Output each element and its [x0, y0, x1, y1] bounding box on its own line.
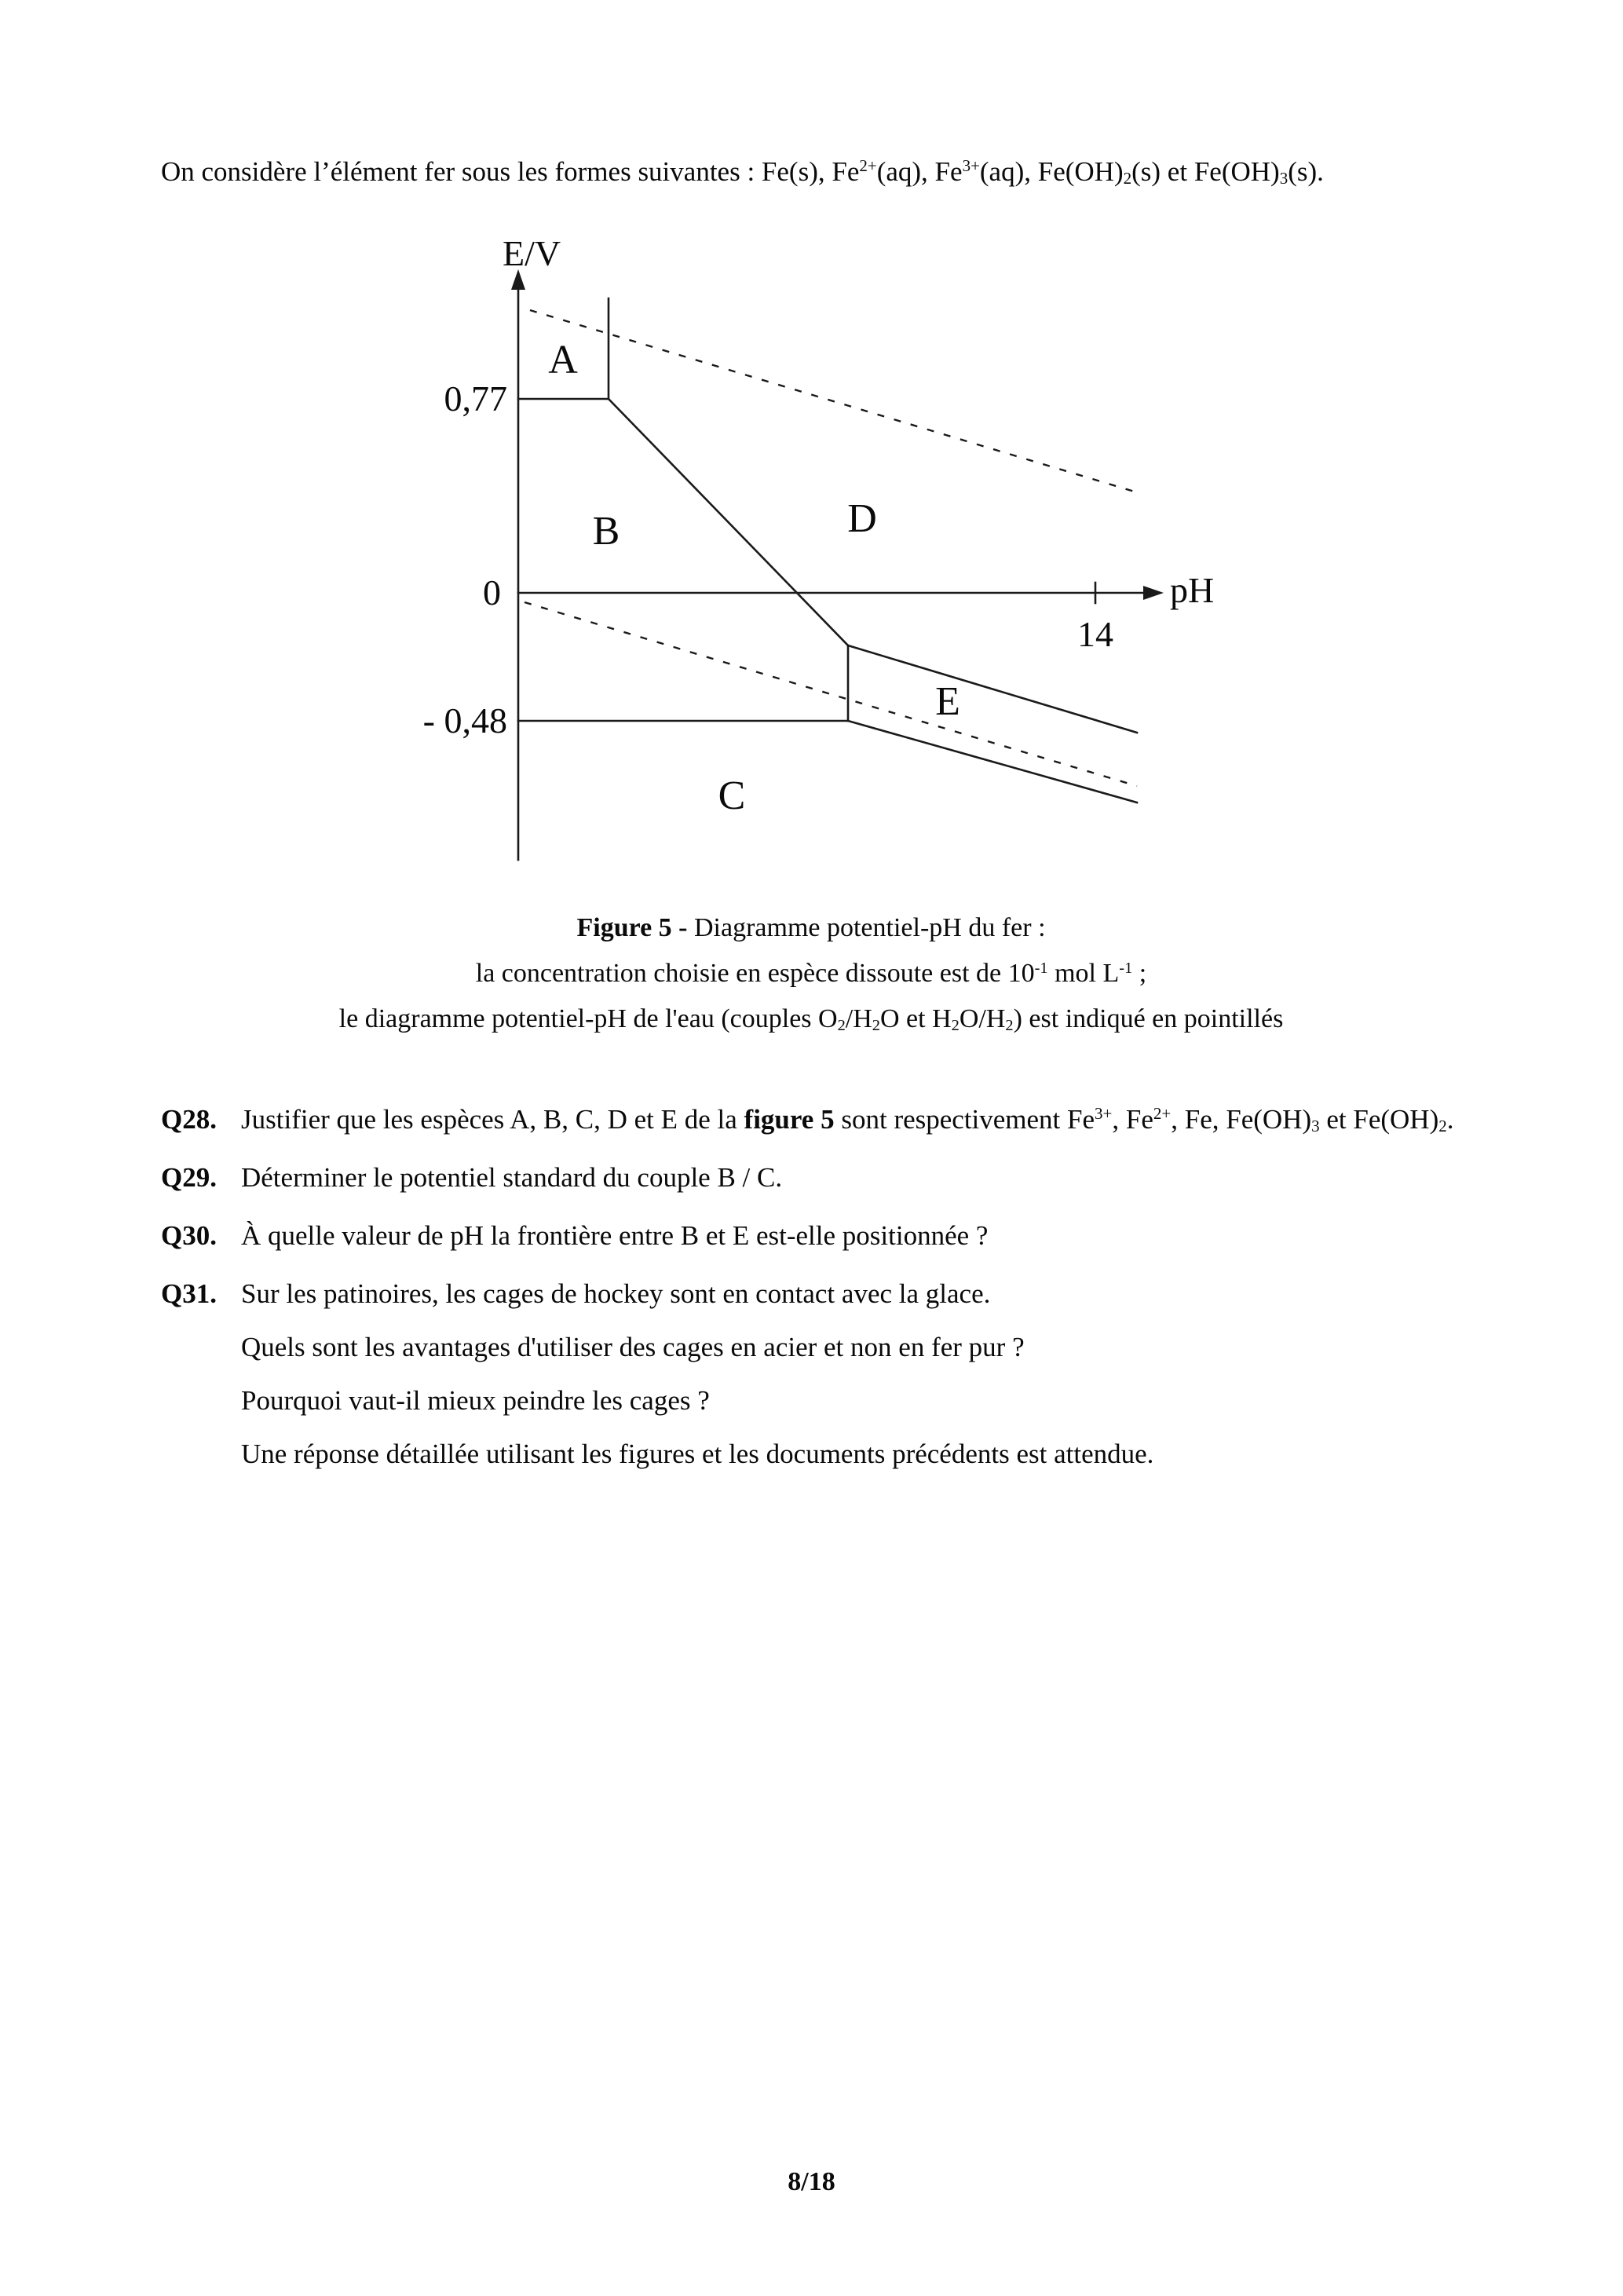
question-q31-subparagraph-3: Une réponse détaillée utilisant les figures et les documents précédents est attendue.: [241, 1439, 1154, 1469]
x-tick-14-label: 14: [1077, 614, 1113, 654]
figure-caption-line2: la concentration choisie en espèce dissoute est de $10^{-1}$ mol $L^{-1}$ ;: [475, 959, 1147, 988]
frontier-d-e: [848, 645, 1137, 733]
frontier-b-d: [609, 399, 848, 645]
frontier-e-c: [848, 721, 1137, 803]
region-c-label: C: [718, 773, 746, 818]
question-q29-text: Déterminer le potentiel standard du couple B / C.: [241, 1162, 783, 1193]
y-tick-minus048-label: - 0,48: [422, 700, 507, 740]
question-q31-subparagraph-1: Quels sont les avantages d'utiliser des cages en acier et non en fer pur ?: [241, 1332, 1025, 1362]
figure-caption-number: Figure 5 -: [576, 913, 688, 942]
page-number: 8/18: [788, 2167, 835, 2196]
water-o2-h2o-dashed-line: [530, 310, 1137, 492]
question-q29: [161, 1157, 1461, 1199]
question-q30-text: À quelle valeur de pH la frontière entre B et E est-elle positionnée ?: [241, 1220, 989, 1251]
y-tick-0-label: 0: [483, 572, 501, 612]
region-a-label: A: [548, 338, 578, 382]
question-q30: [161, 1215, 1461, 1257]
question-q31-label: Q31.: [161, 1278, 217, 1309]
question-q28-label: Q28.: [161, 1104, 217, 1135]
question-q31-text: Sur les patinoires, les cages de hockey sont en contact avec la glace.: [241, 1278, 991, 1309]
x-axis-arrow-icon: [1143, 586, 1164, 600]
question-q31-subparagraph-2: Pourquoi vaut-il mieux peindre les cages ?: [241, 1385, 710, 1416]
y-axis-label: E/V: [503, 233, 561, 273]
region-d-label: D: [847, 496, 877, 541]
pourbaix-diagram-svg: [393, 224, 1225, 876]
question-q30-label: Q30.: [161, 1220, 217, 1251]
y-tick-077-label: 0,77: [444, 378, 507, 419]
figure-caption-line1: [161, 905, 1461, 951]
pourbaix-diagram-figure: [393, 224, 1225, 876]
figure-caption: [161, 905, 1461, 1042]
x-axis-label: pH: [1170, 570, 1215, 610]
question-q29-label: Q29.: [161, 1162, 217, 1193]
region-e-label: E: [935, 679, 960, 724]
water-h2o-h2-dashed-line: [525, 602, 1137, 786]
question-q28-text: Justifier que les espèces A, B, C, D et E de la figure 5 sont respectivement $Fe^{3+}$, $Fe^{2+}$, Fe, $Fe(OH)_3$ et $Fe(OH)_2$.: [241, 1104, 1454, 1136]
figure-caption-title: Diagramme potentiel-pH du fer :: [687, 913, 1046, 942]
region-b-label: B: [592, 509, 620, 554]
intro-paragraph: On considère l’élément fer sous les formes suivantes : Fe(s), $Fe^{2+}(aq)$, $Fe^{3+}(aq)$, $Fe(OH)_2(s)$ et $Fe(OH)_3(s)$.: [161, 156, 1324, 188]
question-q28: [161, 1099, 1461, 1141]
question-q31: [161, 1273, 1461, 1475]
figure-caption-line3: le diagramme potentiel-pH de l'eau (couples $O_2/H_2O$ et $H_2O/H_2$) est indiqué en pointillés: [338, 1004, 1284, 1035]
questions-section: [161, 1099, 1461, 1475]
document-page-content: [161, 151, 1461, 1491]
